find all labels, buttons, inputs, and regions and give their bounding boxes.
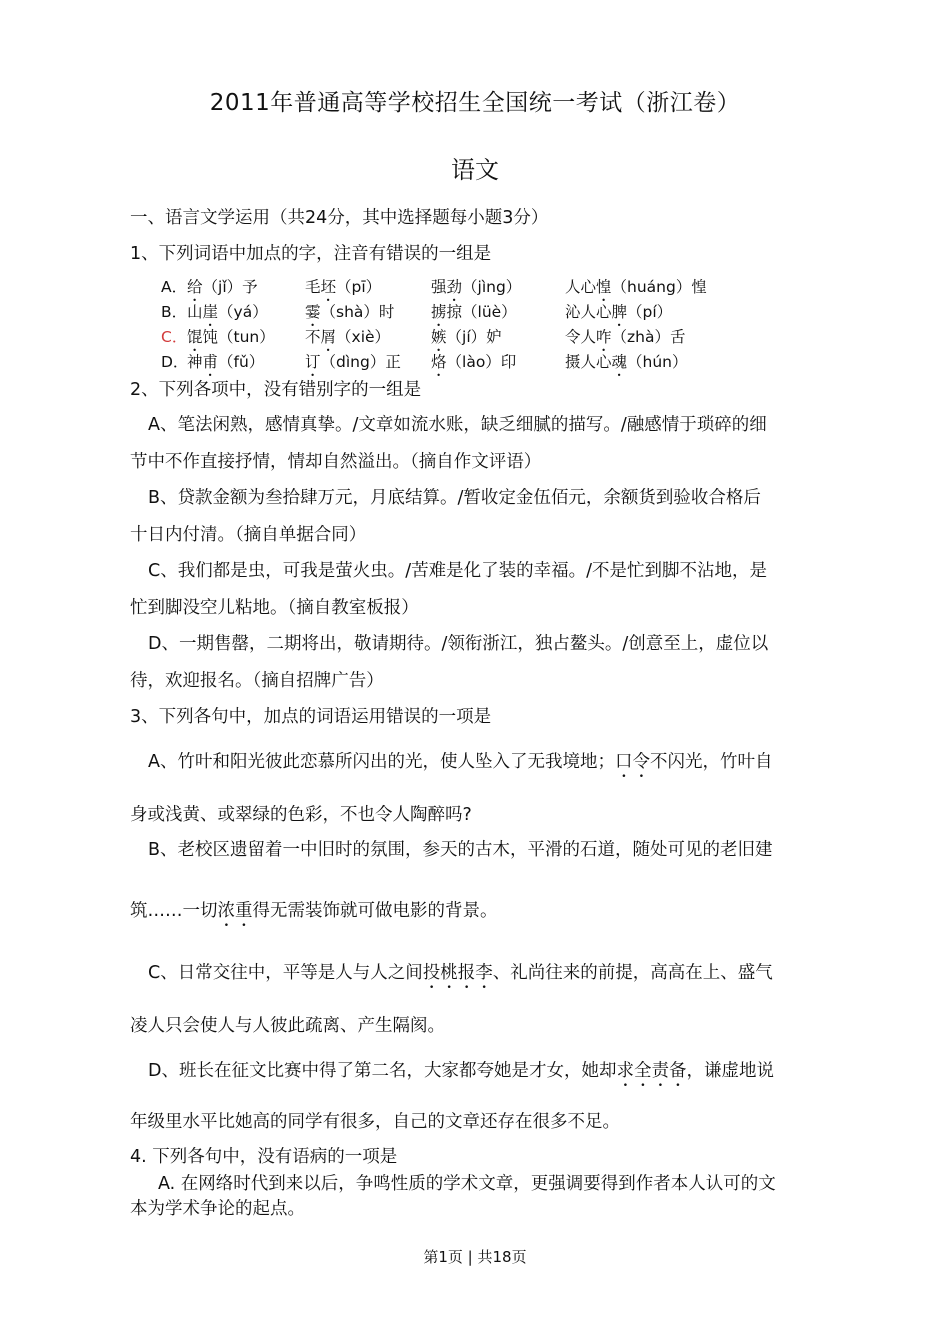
q3-option-c-line-1: C、日常交往中，平等是人与人之间投桃报李、礼尚往来的前提，高高在上、盛气 bbox=[148, 963, 773, 983]
q1-a-word-2: 毛坯（pī） bbox=[305, 278, 382, 296]
q2-option-d-line-2: 待，欢迎报名。（摘自招牌广告） bbox=[130, 671, 384, 691]
option-label: A． bbox=[161, 278, 188, 296]
q1-d-word-1: 神甫（fǔ） bbox=[187, 353, 265, 371]
question-4-stem: 4. 下列各句中，没有语病的一项是 bbox=[130, 1147, 398, 1167]
q3-option-c-line-2: 凌人只会使人与人彼此疏离、产生隔阂。 bbox=[130, 1016, 445, 1036]
emphasized-phrase: 求全责备 bbox=[616, 1061, 687, 1081]
q2-option-d-line-1: D、一期售罄，二期将出，敬请期待。/领衔浙江，独占鳌头。/创意至上，虚位以 bbox=[148, 634, 769, 654]
q2-option-c-line-1: C、我们都是虫，可我是萤火虫。/苦难是化了装的幸福。/不是忙到脚不沾地，是 bbox=[148, 561, 768, 581]
emphasized-phrase: 投桃报李 bbox=[422, 963, 493, 983]
q3-option-a-line-2: 身或浅黄、或翠绿的色彩，不也令人陶醉吗? bbox=[130, 805, 472, 825]
q2-option-b-line-1: B、贷款金额为叁拾肆万元，月底结算。/暂收定金伍佰元，余额货到验收合格后 bbox=[148, 488, 761, 508]
section-heading: 一、语言文学运用（共24分，其中选择题每小题3分） bbox=[130, 208, 549, 228]
question-1-stem: 1、下列词语中加点的字，注音有错误的一组是 bbox=[130, 244, 492, 264]
q1-d-word-4: 摄人心魂（hún） bbox=[565, 353, 688, 371]
q1-d-word-2: 订（dìng）正 bbox=[305, 353, 401, 371]
q1-b-word-3: 掳掠（lüè） bbox=[431, 303, 517, 321]
q1-c-word-4: 令人咋（zhà）舌 bbox=[565, 328, 686, 346]
exam-title: 2011年普通高等学校招生全国统一考试（浙江卷） bbox=[209, 90, 741, 116]
option-label: D． bbox=[161, 353, 189, 371]
q2-option-a-line-2: 节中不作直接抒情，情却自然溢出。（摘自作文评语） bbox=[130, 452, 542, 472]
q1-a-word-3: 强劲（jìng） bbox=[431, 278, 522, 296]
q4-option-a-line-2: 本为学术争论的起点。 bbox=[130, 1199, 305, 1219]
q1-a-word-4: 人心惶（huáng）惶 bbox=[565, 278, 707, 296]
page-footer: 第1页 | 共18页 bbox=[423, 1248, 527, 1266]
q1-c-word-3: 嫉（jí）妒 bbox=[431, 328, 502, 346]
q1-b-word-2: 霎（shà）时 bbox=[305, 303, 395, 321]
q3-option-b-line-1: B、老校区遗留着一中旧时的氛围，参天的古木，平滑的石道，随处可见的老旧建 bbox=[148, 840, 773, 860]
q2-option-c-line-2: 忙到脚没空儿粘地。（摘自教室板报） bbox=[130, 598, 419, 618]
option-label: B． bbox=[161, 303, 188, 321]
option-label-highlighted: C． bbox=[161, 328, 188, 346]
q2-option-b-line-2: 十日内付清。（摘自单据合同） bbox=[130, 525, 367, 545]
q2-option-a-line-1: A、笔法闲熟，感情真挚。/文章如流水账，缺乏细腻的描写。/融感情于琐碎的细 bbox=[148, 415, 767, 435]
q3-option-d-line-1: D、班长在征文比赛中得了第二名，大家都夸她是才女，她却求全责备，谦虚地说 bbox=[148, 1061, 774, 1081]
q4-option-a-line-1: A. 在网络时代到来以后，争鸣性质的学术文章，更强调要得到作者本人认可的文 bbox=[158, 1174, 776, 1194]
question-3-stem: 3、下列各句中，加点的词语运用错误的一项是 bbox=[130, 707, 492, 727]
q1-b-word-4: 沁人心脾（pí） bbox=[565, 303, 673, 321]
q1-c-word-2: 不屑（xiè） bbox=[305, 328, 391, 346]
q3-option-a-line-1: A、竹叶和阳光彼此恋慕所闪出的光，使人坠入了无我境地；口令不闪光，竹叶自 bbox=[148, 752, 773, 772]
q1-c-word-1: 馄饨（tun） bbox=[187, 328, 275, 346]
q1-d-word-3: 烙（lào）印 bbox=[431, 353, 517, 371]
q1-a-word-1: 给（jǐ）予 bbox=[187, 278, 258, 296]
q3-option-d-line-2: 年级里水平比她高的同学有很多，自己的文章还存在很多不足。 bbox=[130, 1112, 620, 1132]
q3-option-b-line-2: 筑……一切浓重得无需装饰就可做电影的背景。 bbox=[130, 901, 498, 921]
subject-title: 语文 bbox=[451, 156, 499, 184]
question-2-stem: 2、下列各项中，没有错别字的一组是 bbox=[130, 380, 422, 400]
emphasized-phrase: 口令 bbox=[614, 752, 650, 772]
emphasized-phrase: 浓重 bbox=[217, 901, 253, 921]
q1-b-word-1: 山崖（yá） bbox=[187, 303, 268, 321]
